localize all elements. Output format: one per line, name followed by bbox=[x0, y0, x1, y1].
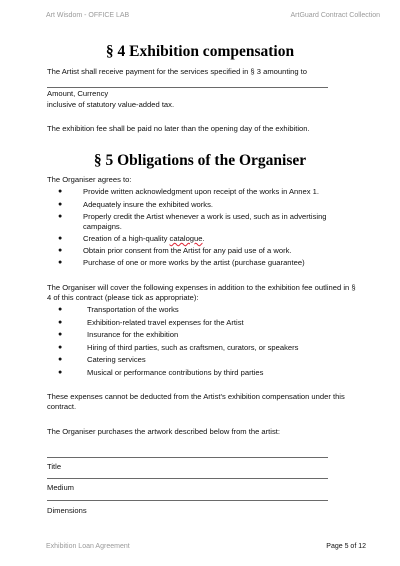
bullet-icon: ● bbox=[58, 259, 63, 266]
medium-entry-line[interactable] bbox=[47, 478, 328, 479]
medium-field-label: Medium bbox=[47, 483, 75, 492]
catalogue-word: catalogue bbox=[169, 234, 203, 243]
amount-label: Amount, Currency bbox=[47, 89, 109, 98]
catalogue-text-pre: Creation of a high-quality bbox=[83, 234, 170, 243]
list-item: Musical or performance contributions by third parties bbox=[87, 368, 264, 377]
organiser-agrees: The Organiser agrees to: bbox=[47, 175, 132, 184]
bullet-icon[interactable]: ● bbox=[58, 306, 63, 313]
page-number: Page 5 of 12 bbox=[326, 543, 366, 550]
bullet-icon: ● bbox=[58, 247, 63, 254]
list-item: Obtain prior consent from the Artist for any paid use of a work. bbox=[83, 246, 292, 255]
dimensions-field-label: Dimensions bbox=[47, 506, 87, 515]
dimensions-entry-line[interactable] bbox=[47, 500, 328, 501]
header-right: ArtGuard Contract Collection bbox=[290, 12, 380, 19]
title-entry-line[interactable] bbox=[47, 457, 328, 458]
catalogue-text-post: . bbox=[202, 234, 205, 243]
footer-title: Exhibition Loan Agreement bbox=[46, 543, 130, 550]
list-item: Catering services bbox=[87, 355, 146, 364]
purchase-statement: The Organiser purchases the artwork described below from the artist: bbox=[47, 427, 280, 436]
amount-entry-line[interactable] bbox=[47, 87, 328, 88]
bullet-icon: ● bbox=[58, 235, 63, 242]
payment-deadline: The exhibition fee shall be paid no later than the opening day of the exhibition. bbox=[47, 124, 310, 133]
list-item: Properly credit the Artist whenever a work is used, such as in advertising bbox=[83, 212, 327, 221]
list-item: Purchase of one or more works by the artist (purchase guarantee) bbox=[83, 258, 305, 267]
section-5-title: § 5 Obligations of the Organiser bbox=[93, 152, 307, 169]
list-item bbox=[83, 234, 205, 245]
list-item: Transportation of the works bbox=[87, 305, 179, 314]
list-item-continuation: campaigns. bbox=[83, 222, 122, 231]
expenses-intro-line2: 4 of this contract (please tick as appropriate): bbox=[47, 293, 199, 302]
bullet-icon: ● bbox=[58, 201, 63, 208]
bullet-icon: ● bbox=[58, 188, 63, 195]
expenses-intro-line1: The Organiser will cover the following expenses in addition to the exhibition fee outlined in § bbox=[47, 283, 356, 292]
deduction-note-line2: contract. bbox=[47, 402, 77, 411]
bullet-icon[interactable]: ● bbox=[58, 369, 63, 376]
title-field-label: Title bbox=[47, 462, 62, 471]
deduction-note-line1: These expenses cannot be deducted from the Artist's exhibition compensation under this bbox=[47, 392, 345, 401]
section-4-title: § 4 Exhibition compensation bbox=[105, 43, 295, 60]
bullet-icon: ● bbox=[58, 213, 63, 220]
vat-note: inclusive of statutory value-added tax. bbox=[47, 100, 175, 109]
bullet-icon[interactable]: ● bbox=[58, 344, 63, 351]
list-item: Provide written acknowledgment upon receipt of the works in Annex 1. bbox=[83, 187, 319, 196]
list-item: Hiring of third parties, such as craftsmen, curators, or speakers bbox=[87, 343, 299, 352]
list-item: Insurance for the exhibition bbox=[87, 330, 179, 339]
bullet-icon[interactable]: ● bbox=[58, 319, 63, 326]
header-left: Art Wisdom - OFFICE LAB bbox=[46, 12, 130, 19]
bullet-icon[interactable]: ● bbox=[58, 331, 63, 338]
compensation-intro: The Artist shall receive payment for the services specified in § 3 amounting to bbox=[47, 67, 308, 76]
list-item: Exhibition-related travel expenses for the Artist bbox=[87, 318, 244, 327]
bullet-icon[interactable]: ● bbox=[58, 356, 63, 363]
list-item: Adequately insure the exhibited works. bbox=[83, 200, 214, 209]
